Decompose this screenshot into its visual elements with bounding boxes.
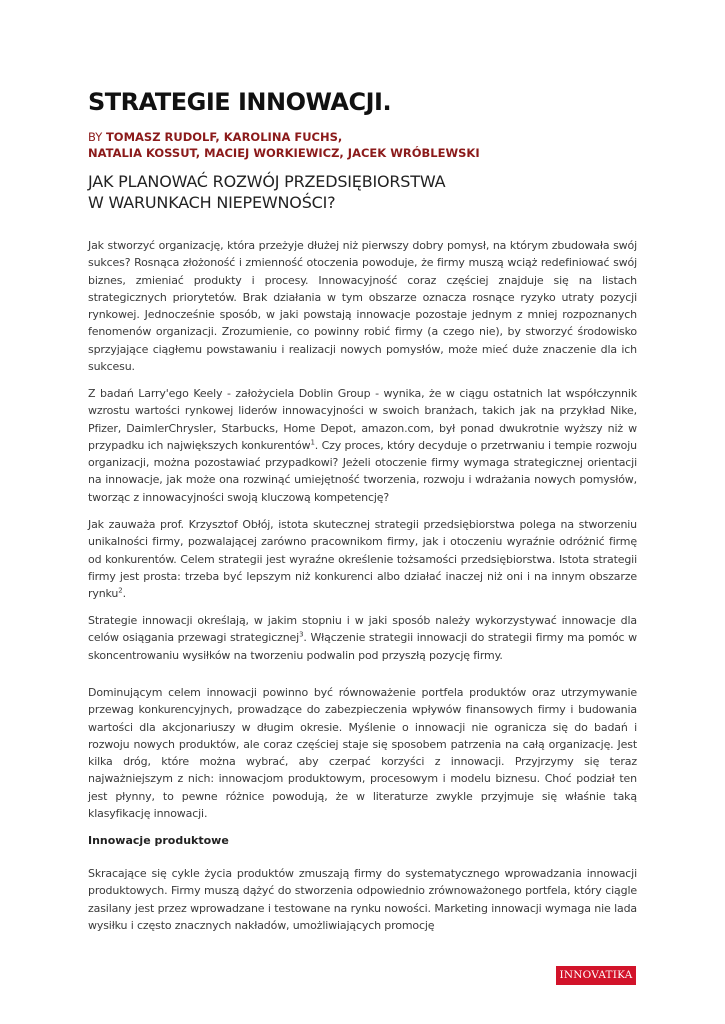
paragraph-text: Strategie innowacji określają, w jakim stopniu i w jaki sposób należy wykorzystywać innowacje dla celów osiągania przewagi strategicznej	[88, 614, 637, 645]
paragraph-goals: Dominującym celem innowacji powinno być równoważenie portfela produktów oraz utrzymywanie przewag konkurencyjnych, prowadzące do zabezpieczenia wpływów finansowych firmy i budowania wartości dla akcjonariuszy w długim okresie. Myślenie o innowacji nie ogranicza się do badań i rozwoju nowych produktów, ale coraz częściej staje się sposobem patrzenia na całą organizację. Jest kilka dróg, które można wybrać, aby czerpać korzyści z innowacji. Przyjrzymy się teraz najważniejszym z nich: innowacjom produktowym, procesowym i modelu biznesu. Choć podział ten jest płynny, to pewne różnice powodują, że w literaturze zwykle przyjmuje się właśnie taką klasyfikację innowacji.	[88, 686, 637, 821]
document-title: STRATEGIE INNOWACJI.	[88, 88, 392, 116]
author-byline	[88, 129, 480, 161]
section-heading-product-innovation: Innowacje produktowe	[88, 834, 229, 847]
paragraph-intro: Jak stworzyć organizację, która przeżyje dłużej niż pierwszy dobry pomysł, na którym zbudowała swój sukces? Rosnąca złożoność i zmienność otoczenia powoduje, że firmy muszą wciąż redefiniować swój biznes, zmieniać produkty i procesy. Innowacyjność coraz częściej znajduje się na listach strategicznych priorytetów. Brak działania w tym obszarze oznacza rosnące ryzyko utraty pozycji rynkowej. Jednocześnie sposób, w jaki powstają innowacje pozostaje jednym z mniej rozpoznanych fenomenów organizacji. Zrozumienie, co powinny robić firmy (a czego nie), by stworzyć środowisko sprzyjające ciągłemu powstawaniu i realizacji nowych pomysłów, może mieć duże znaczenie dla ich sukcesu.	[88, 239, 637, 374]
authors-line-2: NATALIA KOSSUT, MACIEJ WORKIEWICZ, JACEK WRÓBLEWSKI	[88, 146, 480, 160]
authors-line-1: TOMASZ RUDOLF, KAROLINA FUCHS,	[105, 130, 343, 144]
paragraph-text: . Włączenie strategii innowacji do strategii firmy ma pomóc w skoncentrowaniu wysiłków na tworzeniu podwalin pod przyszłą pozycję firmy.	[88, 631, 637, 662]
paragraph-text: .	[122, 587, 126, 601]
footnote-ref-1: 1	[310, 438, 315, 447]
subtitle-line-1: JAK PLANOWAĆ ROZWÓJ PRZEDSIĘBIORSTWA	[88, 172, 446, 191]
innovatika-logo: INNOVATIKA	[556, 966, 636, 985]
document-subtitle	[88, 171, 445, 213]
paragraph-text: . Czy proces, który decyduje o przetrwaniu i tempie rozwoju organizacji, można pozostawiać przypadkowi? Jeżeli otoczenie firmy wymaga strategicznej orientacji na innowacje, jak może ona rozwinąć umiejętność tworzenia, rozwoju i wdrażania nowych pomysłów, tworząc z innowacyjności swoją kluczową kompetencję?	[88, 438, 637, 504]
byline-prefix: BY	[88, 130, 106, 144]
paragraph-text: Z badań Larry'ego Keely - założyciela Doblin Group - wynika, że w ciągu ostatnich lat współczynnik wzrostu wartości rynkowej liderów innowacyjności w swoich branżach, takich jak na przykład Nike, Pfizer, DaimlerChrysler, Starbucks, Home Depot, amazon.com, był ponad dwukrotnie wyższy niż w przypadku ich największych konkurentów	[88, 387, 637, 452]
paragraph-obloj	[88, 516, 637, 602]
paragraph-text: Jak zauważa prof. Krzysztof Obłój, istota skutecznej strategii przedsiębiorstwa polega na stworzeniu unikalności firmy, pozwalającej zarówno pracownikom firmy, jak i otoczeniu wyraźnie odróżnić firmę od konkurentów. Celem strategii jest wyraźne określenie tożsamości przedsiębiorstwa. Istota strategii firmy jest prosta: trzeba być lepszym niż konkurenci albo działać inaczej niż oni i na innym obszarze rynku	[88, 518, 637, 601]
paragraph-keely	[88, 385, 637, 506]
subtitle-line-2: W WARUNKACH NIEPEWNOŚCI?	[88, 193, 336, 212]
footnote-ref-3: 3	[299, 630, 304, 639]
footnote-ref-2: 2	[118, 586, 123, 595]
paragraph-product-innovation: Skracające się cykle życia produktów zmuszają firmy do systematycznego wprowadzania innowacji produktowych. Firmy muszą dążyć do stworzenia odpowiednio zrównoważonego portfela, który ciągle zasilany jest przez wprowadzane i testowane na rynku nowości. Marketing innowacji wymaga nie lada wysiłku i często znacznych nakładów, umożliwiających promocję	[88, 867, 637, 932]
paragraph-strategies	[88, 612, 637, 664]
